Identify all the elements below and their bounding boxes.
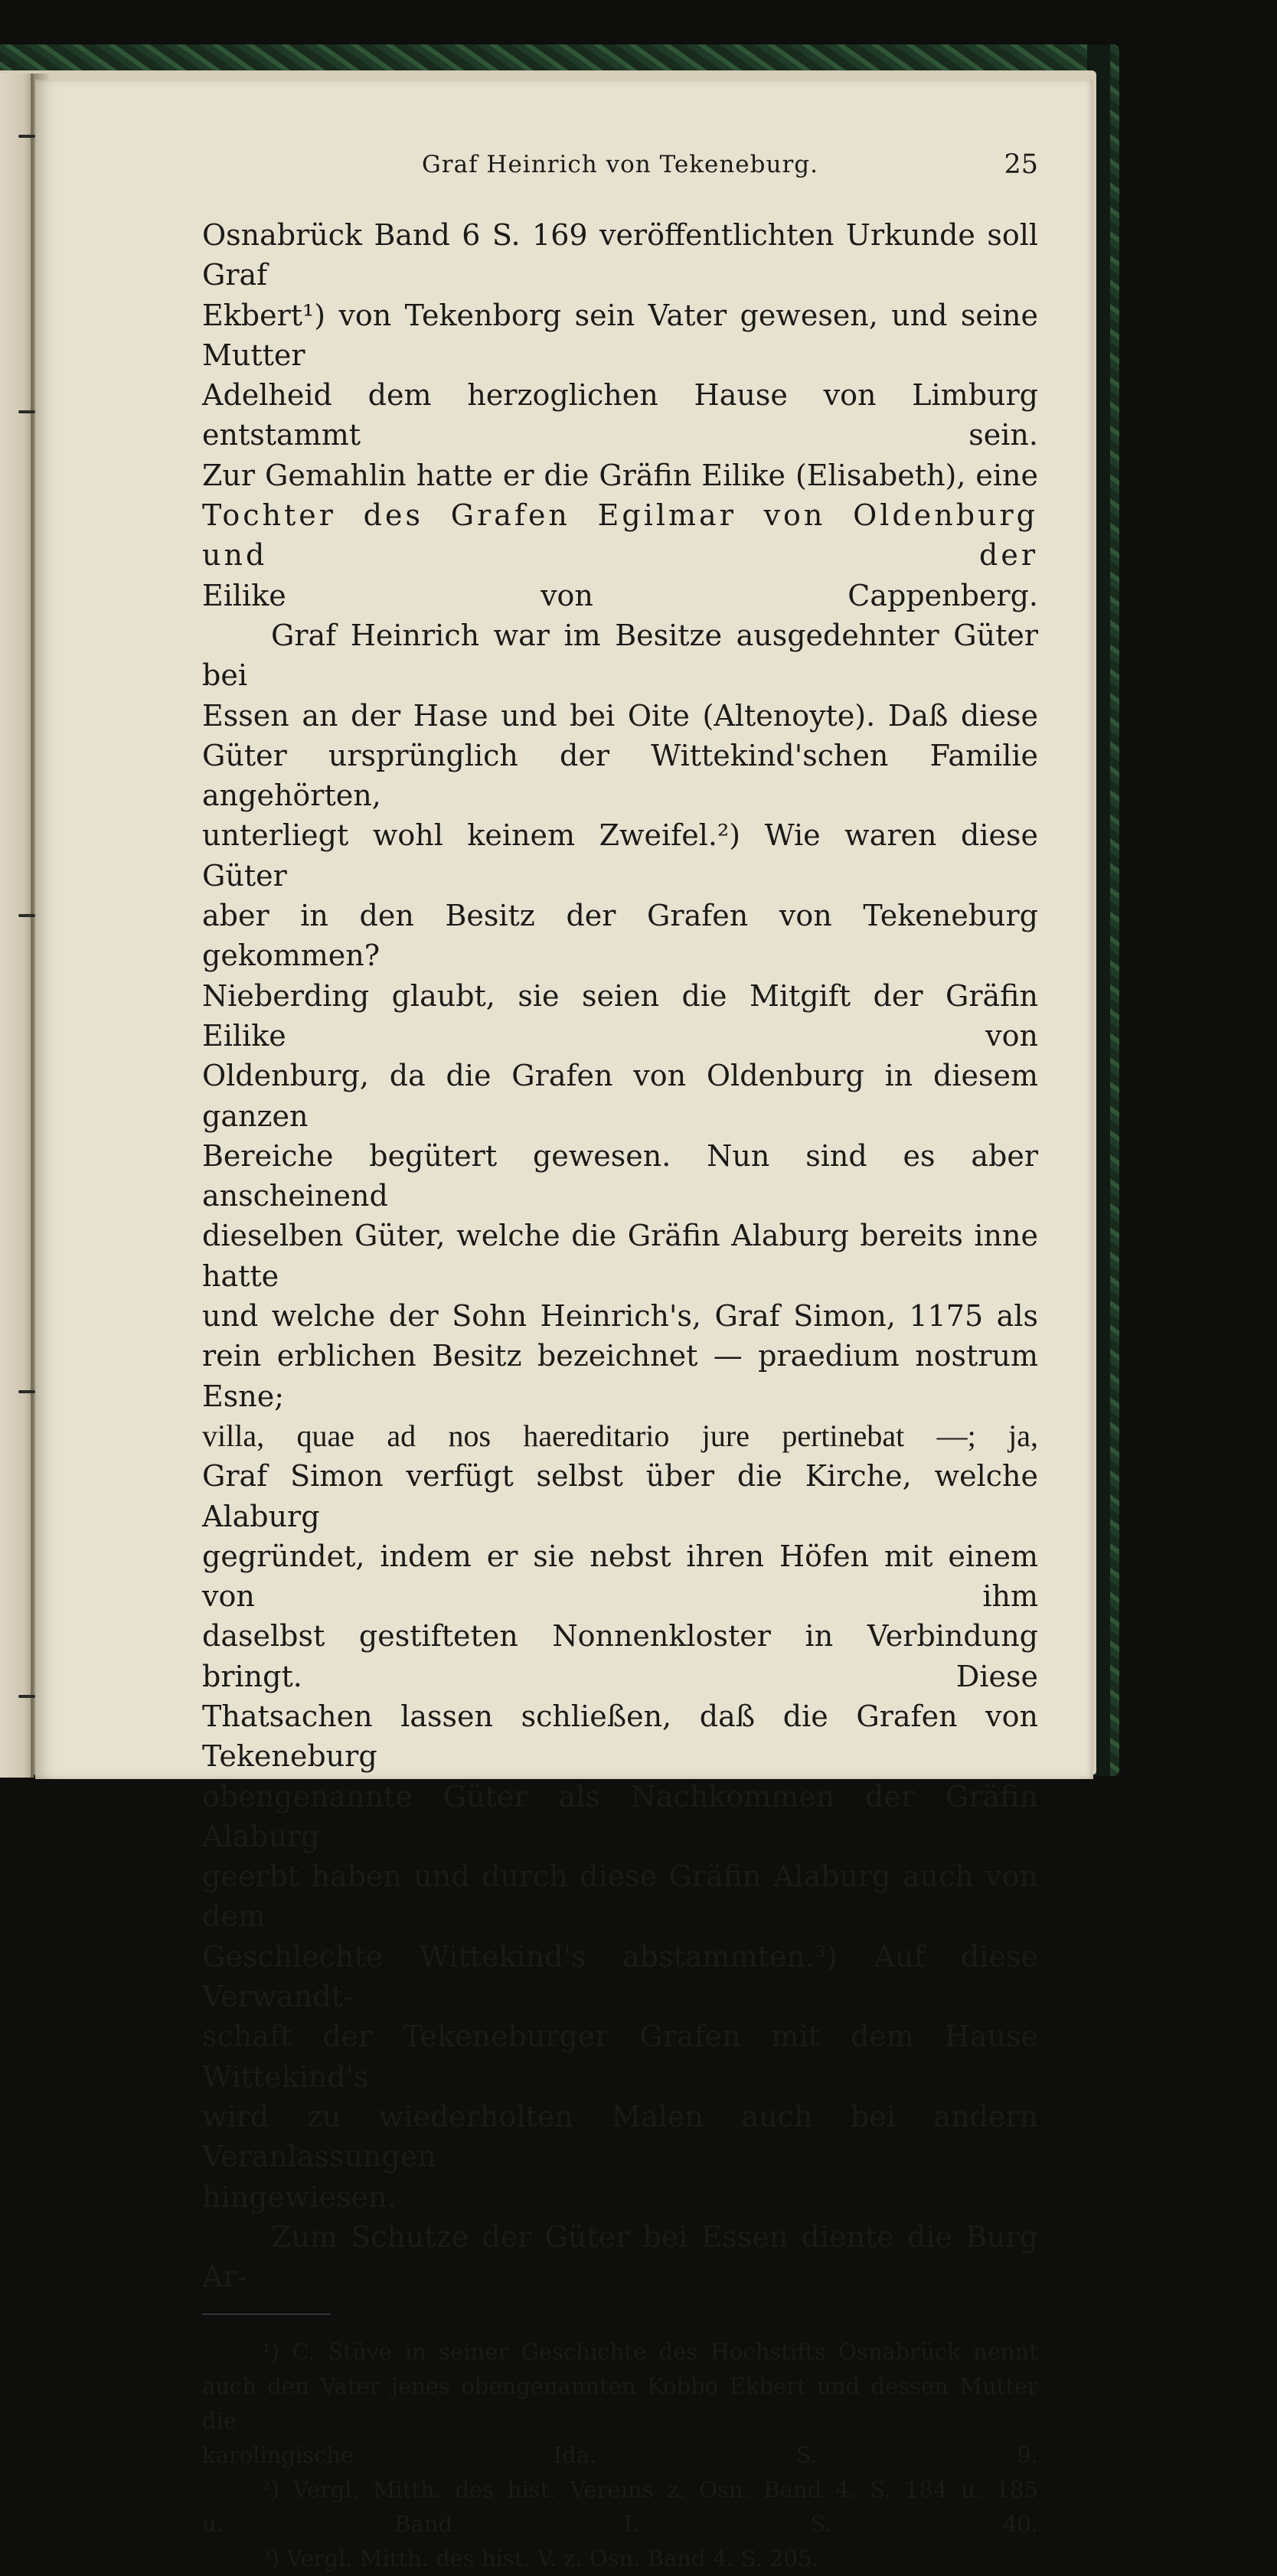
text-line: Zum Schutze der Güter bei Essen diente die Burg Ar- bbox=[202, 2219, 1038, 2294]
text-line: geerbt haben und durch diese Gräfin Alaburg auch von dem bbox=[202, 1859, 1038, 1934]
footnote-rule bbox=[202, 2313, 331, 2315]
binding-stitch bbox=[18, 1390, 35, 1393]
footnote-line: auch den Vater jenes obengenannten Kobbo Ekbert und dessen Mutter die bbox=[202, 2373, 1038, 2434]
text-line: Graf Heinrich war im Besitze ausgedehnter Güter bei bbox=[202, 618, 1038, 693]
text-line: villa, quae ad nos haereditario jure pertinebat —; ja, bbox=[202, 1418, 1038, 1453]
text-line: aber in den Besitz der Grafen von Tekeneburg gekommen? bbox=[202, 899, 1038, 973]
text-line: obengenannte Güter als Nachkommen der Gräfin Alaburg bbox=[202, 1779, 1038, 1853]
binding-stitch bbox=[18, 135, 35, 138]
text-line: Adelheid dem herzoglichen Hause von Limburg entstammt sein. bbox=[202, 378, 1038, 452]
running-head bbox=[202, 145, 1038, 198]
text-line: hingewiesen. bbox=[202, 2179, 397, 2214]
footnote bbox=[202, 2335, 1038, 2473]
page-number: 25 bbox=[1004, 149, 1038, 180]
text-line: schaft der Tekeneburger Grafen mit dem Hause Wittekind's bbox=[202, 2019, 1038, 2094]
footnote bbox=[202, 2473, 1038, 2542]
footnote-line: u. Band I. S. 40. bbox=[202, 2511, 1038, 2538]
binding-stitch bbox=[18, 1695, 35, 1698]
binding-stitch bbox=[18, 914, 35, 917]
text-line: Tochter des Grafen Egilmar von Oldenburg und der bbox=[202, 498, 1038, 573]
text-line: Thatsachen lassen schließen, daß die Grafen von Tekeneburg bbox=[202, 1699, 1038, 1774]
page-content bbox=[202, 145, 1038, 2576]
text-line: Oldenburg, da die Grafen von Oldenburg in diesem ganzen bbox=[202, 1059, 1038, 1133]
text-line: dieselben Güter, welche die Gräfin Alaburg bereits inne hatte bbox=[202, 1219, 1038, 1293]
paragraph bbox=[202, 2217, 1038, 2297]
text-line: Geschlechte Wittekind's abstammten.³) Auf diese Verwandt- bbox=[202, 1939, 1038, 2014]
text-line: unterliegt wohl keinem Zweifel.²) Wie waren diese Güter bbox=[202, 818, 1038, 893]
text-line: Essen an der Hase und bei Oite (Altenoyte). Daß diese bbox=[202, 698, 1038, 733]
left-page-gutter bbox=[0, 73, 34, 1778]
paragraph bbox=[202, 615, 1038, 2217]
paragraph bbox=[202, 215, 1038, 615]
footnote-line: ¹) C. Stüve in seiner Geschichte des Hochstifts Osnabrück nennt bbox=[262, 2339, 1038, 2365]
text-line: daselbst gestifteten Nonnenkloster in Verbindung bringt. Diese bbox=[202, 1619, 1038, 1693]
footnote-line: karolingische Ida. S. 9. bbox=[202, 2442, 1038, 2469]
book-page bbox=[35, 80, 1093, 2572]
text-line: Eilike von Cappenberg. bbox=[202, 578, 1038, 612]
text-line: Güter ursprünglich der Wittekind'schen Familie angehörten, bbox=[202, 738, 1038, 813]
text-line: und welche der Sohn Heinrich's, Graf Simon, 1175 als bbox=[202, 1299, 1038, 1334]
text-line: Ekbert¹) von Tekenborg sein Vater gewesen, und seine Mutter bbox=[202, 298, 1038, 372]
text-line: rein erblichen Besitz bezeichnet — praedium nostrum Esne; bbox=[202, 1339, 1038, 1413]
binding-stitch bbox=[18, 410, 35, 413]
footnote-line: ³) Vergl. Mitth. des hist. V. z. Osn. Band 4. S. 205. bbox=[262, 2545, 819, 2572]
footnote-line: ²) Vergl. Mitth. des hist. Vereins z. Osn. Band 4. S. 184 u. 185 bbox=[262, 2476, 1038, 2503]
body-text bbox=[202, 215, 1038, 2297]
running-head-title: Graf Heinrich von Tekeneburg. bbox=[422, 151, 818, 178]
footnote bbox=[202, 2542, 1038, 2576]
text-line: Osnabrück Band 6 S. 169 veröffentlichten Urkunde soll Graf bbox=[202, 218, 1038, 292]
text-line: gegründet, indem er sie nebst ihren Höfen mit einem von ihm bbox=[202, 1539, 1038, 1614]
text-line: Graf Simon verfügt selbst über die Kirche, welche Alaburg bbox=[202, 1459, 1038, 1533]
text-line: Nieberding glaubt, sie seien die Mitgift der Gräfin Eilike von bbox=[202, 978, 1038, 1053]
footnotes bbox=[202, 2335, 1038, 2576]
text-line: wird zu wiederholten Malen auch bei andern Veranlassungen bbox=[202, 2099, 1038, 2174]
text-line: Bereiche begütert gewesen. Nun sind es aber anscheinend bbox=[202, 1138, 1038, 1213]
text-line: Zur Gemahlin hatte er die Gräfin Eilike (Elisabeth), eine bbox=[202, 458, 1038, 492]
